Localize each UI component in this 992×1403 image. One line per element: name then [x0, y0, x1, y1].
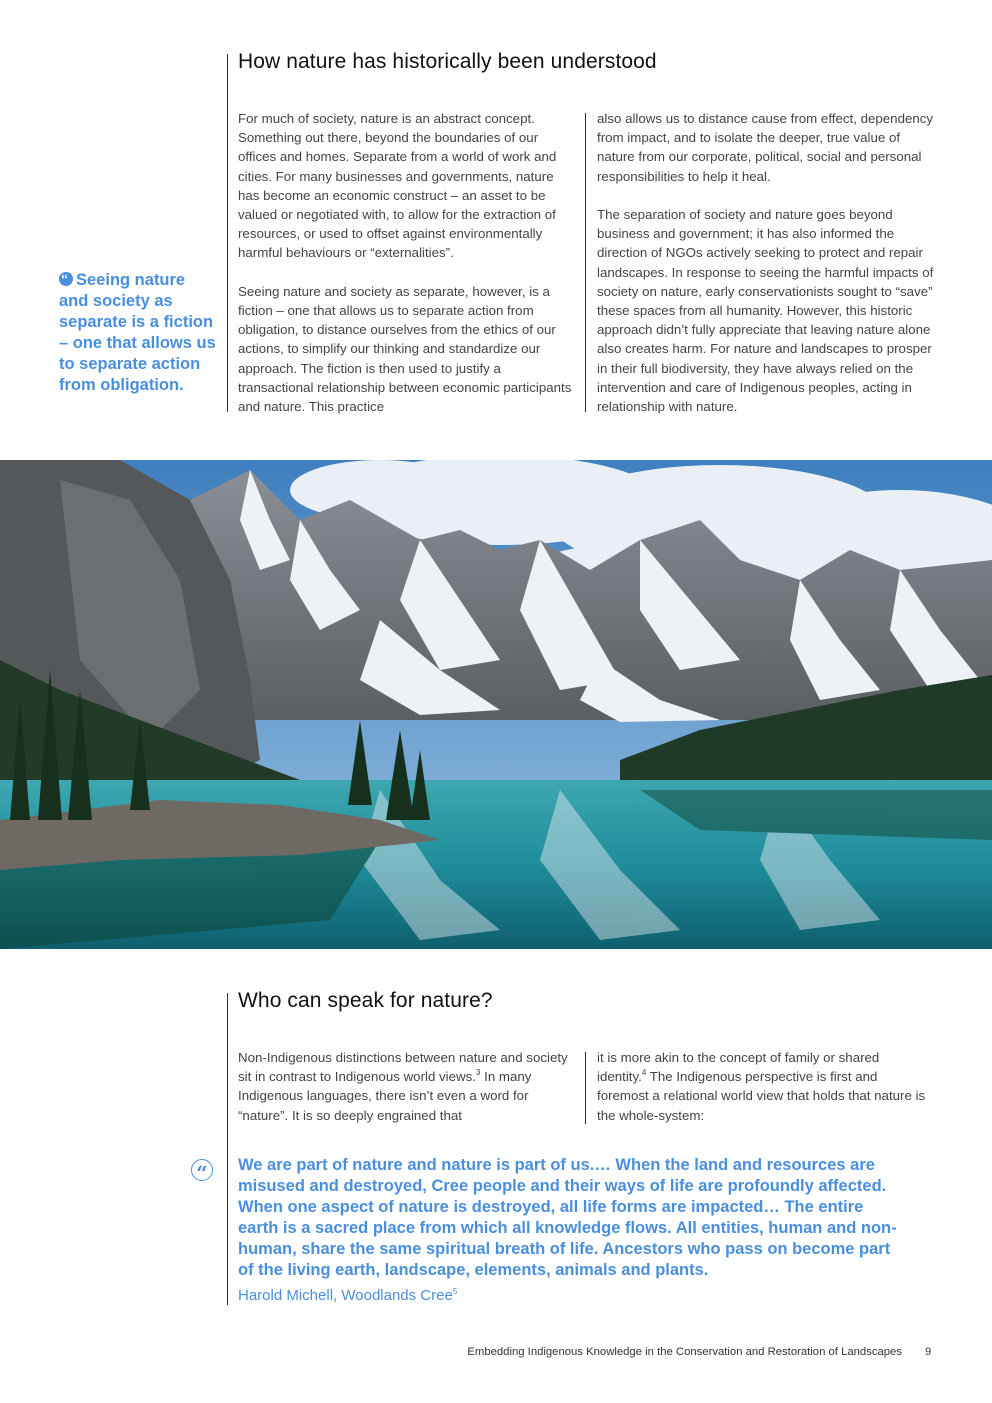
- section1-left-column: [238, 109, 576, 416]
- section2-right-text-2: The Indigenous perspective is first and foremost a relational world view that holds that nature is the whole-system:: [597, 1069, 926, 1123]
- section1-right-column: [597, 109, 937, 416]
- section2-left-text-2: In many Indigenous languages, there isn’t even a word for “nature”. It is so deeply engrained that: [238, 1069, 532, 1123]
- footer-title: Embedding Indigenous Knowledge in the Conservation and Restoration of Landscapes: [467, 1346, 902, 1358]
- section1-column-divider: [585, 113, 586, 412]
- citation-text: Harold Michell, Woodlands Cree: [238, 1287, 453, 1304]
- section2-right-column: [597, 1048, 927, 1125]
- blockquote-citation: [238, 1287, 457, 1304]
- footnote-ref-5: 5: [452, 1287, 458, 1296]
- section2-column-divider: [585, 1052, 586, 1124]
- section2-left-text-1: Non-Indigenous distinctions between nature and society sit in contrast to Indigenous world views.: [238, 1050, 568, 1085]
- section2-left-column: [238, 1048, 568, 1125]
- page-number: 9: [925, 1346, 932, 1358]
- section2-right-text-1: it is more akin to the concept of family or shared identity.: [597, 1050, 880, 1085]
- section2-heading: Who can speak for nature?: [238, 989, 493, 1012]
- quote-circle-icon: “: [191, 1159, 213, 1181]
- blockquote: We are part of nature and nature is part of us.… When the land and resources are misused and destroyed, Cree people and their ways of life are profoundly affected. When one aspect of nature is destroyed, all life forms are impacted… The entire earth is a sacred place from which all knowledge flows. All entities, human and non-human, share the same spiritual breath of life. Ancestors who pass on become part of the living earth, landscape, elements, animals and plants.: [238, 1156, 897, 1279]
- section2-rule: [227, 993, 228, 1305]
- section1-rule: [227, 54, 228, 412]
- pull-quote-text: Seeing nature and society as separate is a fiction – one that allows us to separate action from obligation.: [59, 271, 216, 394]
- landscape-photo: [0, 460, 992, 949]
- quote-circle-icon: [59, 272, 73, 286]
- pull-quote: [59, 270, 219, 396]
- section1-left-paragraph-1: For much of society, nature is an abstract concept. Something out there, beyond the boundaries of our offices and homes. Separate from a world of work and cities. For many businesses and governments, nature has become an economic construct – an asset to be valued or negotiated with, to allow for the extraction of resources, or used to offset against environmentally harmful behaviours or “externalities”.: [238, 111, 557, 261]
- footnote-ref-3: 3: [475, 1068, 481, 1078]
- section1-right-paragraph-1: also allows us to distance cause from effect, dependency from impact, and to isolate the deeper, true value of nature from our corporate, political, social and personal responsibilities to help it heal.: [597, 111, 934, 184]
- section1-heading: How nature has historically been understood: [238, 50, 657, 73]
- footnote-ref-4: 4: [641, 1068, 647, 1078]
- section1-right-paragraph-2: The separation of society and nature goes beyond business and government; it has also informed the direction of NGOs actively seeking to protect and repair landscapes. In response to seeing the harmful impacts of society on nature, early conservationists sought to “save” these spaces from all humanity. However, this historic approach didn’t fully appreciate that leaving nature alone also creates harm. For nature and landscapes to prosper in their full biodiversity, they have always relied on the intervention and care of Indigenous peoples, acting in relationship with nature.: [597, 207, 934, 415]
- section1-left-paragraph-2: Seeing nature and society as separate, however, is a fiction – one that allows us to separate action from obligation, to distance ourselves from the ethics of our actions, to simplify our thinking and standardize our approach. The fiction is then used to justify a transactional relationship between economic participants and nature. This practice: [238, 283, 572, 415]
